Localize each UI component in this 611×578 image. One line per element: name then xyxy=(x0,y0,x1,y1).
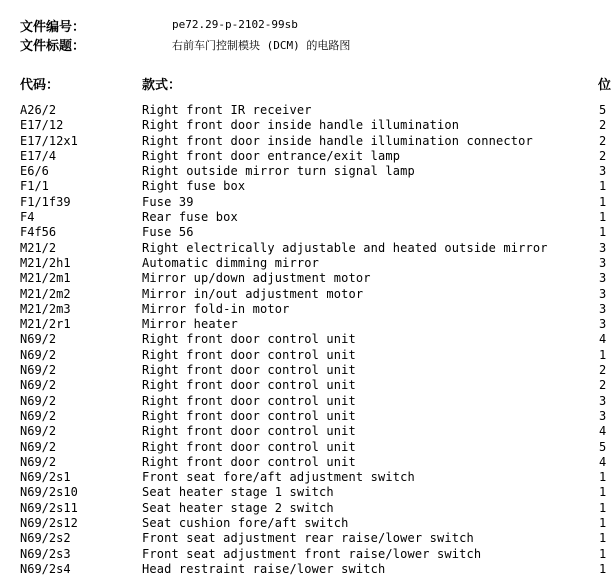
table-row xyxy=(0,103,607,118)
component-description: Mirror up/down adjustment motor xyxy=(142,271,371,286)
doc-number-label: 文件编号： xyxy=(20,20,86,35)
component-position: 1 xyxy=(599,347,607,362)
component-position: 2 xyxy=(599,378,607,393)
table-row xyxy=(0,424,607,439)
component-description: Right front door control unit xyxy=(142,408,356,423)
component-code: A26/2 xyxy=(20,103,57,117)
component-description: Right front door control unit xyxy=(142,347,356,362)
component-code: M21/2 xyxy=(20,240,57,255)
component-description: Rear fuse box xyxy=(142,210,238,225)
component-description: Head restraint raise/lower switch xyxy=(142,561,386,576)
component-position: 3 xyxy=(599,317,607,332)
component-description: Right front door control unit xyxy=(142,393,356,408)
component-position: 3 xyxy=(599,286,607,301)
doc-title-value: 右前车门控制模块 (DCM) 的电路图 xyxy=(172,39,351,52)
component-description: Seat cushion fore/aft switch xyxy=(142,516,349,531)
component-description: Right electrically adjustable and heated outside mirror xyxy=(142,240,548,255)
component-code: N69/2 xyxy=(20,347,57,362)
table-row xyxy=(0,347,607,363)
component-description: Automatic dimming mirror xyxy=(142,255,319,270)
component-position: 5 xyxy=(599,439,607,454)
component-code: N69/2 xyxy=(20,332,57,347)
component-table xyxy=(0,103,607,577)
component-description: Right front door control unit xyxy=(142,439,356,454)
component-position: 1 xyxy=(599,470,607,485)
component-code: N69/2 xyxy=(20,424,57,439)
column-header-code: 代码： xyxy=(20,78,60,93)
component-code: M21/2m1 xyxy=(20,271,71,286)
component-code: N69/2 xyxy=(20,454,57,469)
component-position: 1 xyxy=(599,210,607,225)
table-row xyxy=(0,240,607,256)
table-row xyxy=(0,516,607,531)
table-row xyxy=(0,439,607,455)
table-row xyxy=(0,561,607,577)
component-code: F1/1 xyxy=(20,179,49,194)
component-code: N69/2s1 xyxy=(20,470,71,485)
component-position: 3 xyxy=(599,271,607,286)
column-header-position: 位 xyxy=(598,78,611,93)
table-row xyxy=(0,454,607,470)
component-code: E17/4 xyxy=(20,148,57,163)
component-description: Right front door control unit xyxy=(142,332,356,347)
component-position: 1 xyxy=(599,194,607,209)
table-row xyxy=(0,133,607,149)
component-description: Right front IR receiver xyxy=(142,103,312,117)
component-code: N69/2s3 xyxy=(20,546,71,561)
table-row xyxy=(0,255,607,271)
table-row xyxy=(0,271,607,286)
table-row xyxy=(0,179,607,194)
component-description: Right front door inside handle illumination connector xyxy=(142,133,533,148)
table-row xyxy=(0,500,607,516)
component-description: Right front door inside handle illumination xyxy=(142,118,460,133)
component-position: 1 xyxy=(599,225,607,240)
column-header-description: 款式： xyxy=(142,78,182,93)
component-code: M21/2m2 xyxy=(20,286,71,301)
component-code: N69/2 xyxy=(20,408,57,423)
component-code: N69/2s12 xyxy=(20,516,78,531)
component-code: E6/6 xyxy=(20,164,49,179)
component-position: 3 xyxy=(599,393,607,408)
component-description: Right outside mirror turn signal lamp xyxy=(142,164,415,179)
component-code: N69/2 xyxy=(20,439,57,454)
component-description: Mirror fold-in motor xyxy=(142,301,290,316)
component-position: 2 xyxy=(599,148,607,163)
component-position: 3 xyxy=(599,240,607,255)
component-position: 1 xyxy=(599,516,607,531)
component-description: Front seat adjustment front raise/lower switch xyxy=(142,546,482,561)
table-row xyxy=(0,393,607,409)
component-position: 4 xyxy=(599,332,607,347)
component-description: Seat heater stage 1 switch xyxy=(142,485,334,500)
component-code: F4f56 xyxy=(20,225,57,240)
component-position: 5 xyxy=(599,103,607,117)
table-row xyxy=(0,317,607,332)
component-position: 1 xyxy=(599,500,607,515)
component-description: Mirror heater xyxy=(142,317,238,332)
component-position: 3 xyxy=(599,255,607,270)
component-position: 4 xyxy=(599,454,607,469)
component-description: Right front door control unit xyxy=(142,454,356,469)
component-description: Front seat fore/aft adjustment switch xyxy=(142,470,415,485)
component-position: 3 xyxy=(599,301,607,316)
component-position: 1 xyxy=(599,485,607,500)
component-description: Right front door control unit xyxy=(142,424,356,439)
table-row xyxy=(0,531,607,546)
component-code: N69/2s10 xyxy=(20,485,78,500)
component-description: Mirror in/out adjustment motor xyxy=(142,286,364,301)
component-code: N69/2s2 xyxy=(20,531,71,546)
component-description: Fuse 39 xyxy=(142,194,194,209)
component-position: 3 xyxy=(599,408,607,423)
table-row xyxy=(0,225,607,240)
table-row xyxy=(0,485,607,500)
component-code: N69/2s4 xyxy=(20,561,71,576)
component-code: N69/2 xyxy=(20,393,57,408)
table-row xyxy=(0,194,607,210)
doc-title-label: 文件标题： xyxy=(20,39,86,54)
table-row xyxy=(0,210,607,225)
component-position: 1 xyxy=(599,531,607,546)
component-code: M21/2m3 xyxy=(20,301,71,316)
doc-number-value: pe72.29-p-2102-99sb xyxy=(172,18,298,31)
component-position: 1 xyxy=(599,179,607,194)
component-code: F4 xyxy=(20,210,35,225)
component-description: Right front door control unit xyxy=(142,378,356,393)
component-position: 4 xyxy=(599,424,607,439)
component-code: N69/2s11 xyxy=(20,500,78,515)
table-row xyxy=(0,148,607,164)
table-row xyxy=(0,470,607,485)
component-position: 2 xyxy=(599,363,607,378)
table-row xyxy=(0,301,607,317)
component-code: M21/2h1 xyxy=(20,255,71,270)
component-code: N69/2 xyxy=(20,378,57,393)
table-row xyxy=(0,546,607,562)
table-row xyxy=(0,408,607,424)
component-position: 3 xyxy=(599,164,607,179)
table-row xyxy=(0,363,607,378)
component-description: Right fuse box xyxy=(142,179,246,194)
component-position: 1 xyxy=(599,561,607,576)
table-row xyxy=(0,378,607,393)
table-row xyxy=(0,332,607,347)
component-position: 2 xyxy=(599,133,607,148)
component-code: F1/1f39 xyxy=(20,194,71,209)
component-description: Right front door entrance/exit lamp xyxy=(142,148,401,163)
component-code: N69/2 xyxy=(20,363,57,378)
component-position: 1 xyxy=(599,546,607,561)
component-description: Right front door control unit xyxy=(142,363,356,378)
component-code: E17/12x1 xyxy=(20,133,78,148)
table-row xyxy=(0,286,607,302)
table-row xyxy=(0,164,607,179)
component-description: Front seat adjustment rear raise/lower switch xyxy=(142,531,474,546)
table-row xyxy=(0,118,607,133)
component-description: Fuse 56 xyxy=(142,225,194,240)
component-position: 2 xyxy=(599,118,607,133)
component-code: M21/2r1 xyxy=(20,317,71,332)
component-description: Seat heater stage 2 switch xyxy=(142,500,334,515)
component-code: E17/12 xyxy=(20,118,64,133)
